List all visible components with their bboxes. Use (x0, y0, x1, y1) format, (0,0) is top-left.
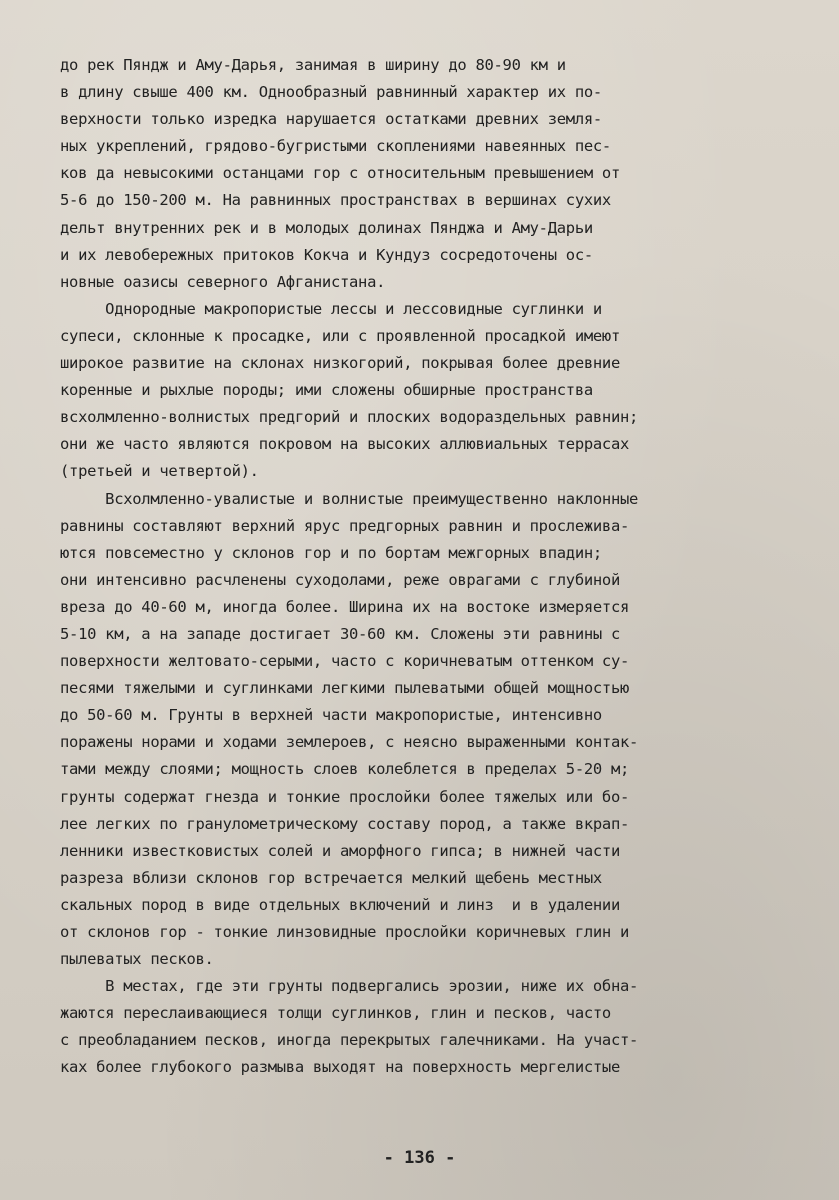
text-line-15: они же часто являются покровом на высоких аллювиальных террасах (60, 435, 630, 454)
text-line-38: ках более глубокого размыва выходят на поверхность мергелистые (60, 1058, 620, 1077)
text-line-9: новные оазисы северного Афганистана. (60, 272, 386, 291)
text-line-17: Всхолмленно-увалистые и волнистые преимущественно наклонные (60, 489, 639, 508)
page-number: - 136 - (383, 1148, 456, 1168)
text-line-34: пылеватых песков. (60, 950, 214, 969)
text-line-22: 5-10 км, а на западе достигает 30-60 км. Сложены эти равнины с (60, 624, 620, 643)
text-line-19: ются повсеместно у склонов гор и по бортам межгорных впадин; (60, 543, 602, 562)
text-line-2: в длину свыше 400 км. Однообразный равнинный характер их по- (60, 83, 602, 102)
text-line-11: супеси, склонные к просадке, или с проявленной просадкой имеют (60, 326, 620, 345)
text-line-10: Однородные макропористые лессы и лессовидные суглинки и (60, 299, 602, 318)
text-line-37: с преобладанием песков, иногда перекрытых галечниками. На участ- (60, 1031, 639, 1050)
text-line-23: поверхности желтовато-серыми, часто с коричневатым оттенком су- (60, 652, 630, 671)
text-line-29: лее легких по гранулометрическому составу пород, а также вкрап- (60, 814, 630, 833)
text-line-27: тами между слоями; мощность слоев колеблется в пределах 5-20 м; (60, 760, 630, 779)
text-line-30: ленники известковистых солей и аморфного гипса; в нижней части (60, 841, 620, 860)
text-line-24: песями тяжелыми и суглинками легкими пылеватыми общей мощностью (60, 679, 630, 698)
text-line-26: поражены норами и ходами землероев, с неясно выраженными контак- (60, 733, 639, 752)
text-line-25: до 50-60 м. Грунты в верхней части макропористые, интенсивно (60, 706, 602, 725)
typewritten-text (60, 52, 800, 1082)
text-line-32: скальных пород в виде отдельных включений и линз и в удалении (60, 895, 620, 914)
text-line-3: верхности только изредка нарушается остатками древних земля- (60, 110, 602, 129)
text-line-4: ных укреплений, грядово-бугристыми скоплениями навеянных пес- (60, 137, 611, 156)
text-line-35: В местах, где эти грунты подвергались эрозии, ниже их обна- (60, 977, 639, 996)
text-line-8: и их левобережных притоков Кокча и Кундуз сосредоточены ос- (60, 245, 593, 264)
text-line-20: они интенсивно расчленены суходолами, реже оврагами с глубиной (60, 570, 620, 589)
text-line-6: 5-6 до 150-200 м. На равнинных пространствах в вершинах сухих (60, 191, 611, 210)
text-line-18: равнины составляют верхний ярус предгорных равнин и прослежива- (60, 516, 630, 535)
text-line-36: жаются переслаивающиеся толщи суглинков, глин и песков, часто (60, 1004, 611, 1023)
text-line-31: разреза вблизи склонов гор встречается мелкий щебень местных (60, 868, 602, 887)
text-line-1: до рек Пяндж и Аму-Дарья, занимая в ширину до 80-90 км и (60, 56, 566, 74)
text-line-13: коренные и рыхлые породы; ими сложены обширные пространства (60, 381, 593, 400)
text-line-21: вреза до 40-60 м, иногда более. Ширина их на востоке измеряется (60, 597, 630, 616)
text-line-5: ков да невысокими останцами гор с относительным превышением от (60, 164, 620, 183)
text-line-12: широкое развитие на склонах низкогорий, покрывая более древние (60, 354, 620, 373)
text-line-16: (третьей и четвертой). (60, 462, 259, 481)
text-line-7: дельт внутренних рек и в молодых долинах Пянджа и Аму-Дарьи (60, 218, 593, 237)
text-line-28: грунты содержат гнезда и тонкие прослойки более тяжелых или бо- (60, 787, 630, 806)
text-line-14: всхолмленно-волнистых предгорий и плоских водораздельных равнин; (60, 408, 639, 427)
text-line-33: от склонов гор - тонкие линзовидные прослойки коричневых глин и (60, 923, 630, 941)
